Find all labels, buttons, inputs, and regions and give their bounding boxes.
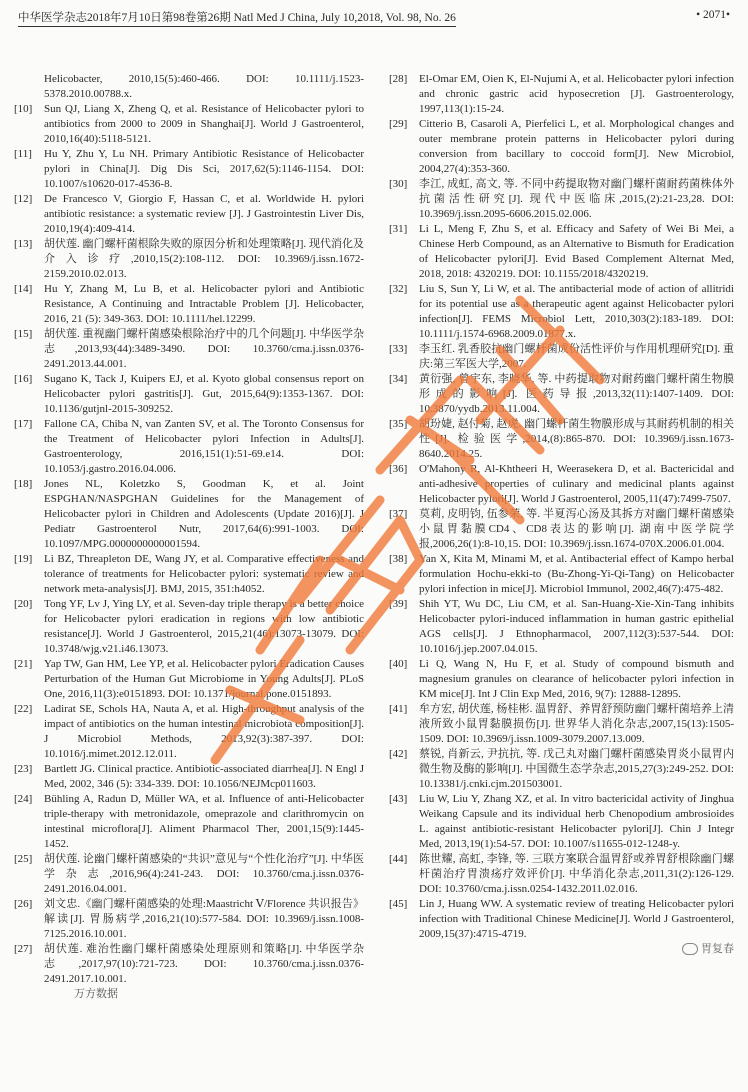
reference-item [14, 897, 364, 942]
reference-number: [43] [389, 793, 408, 805]
reference-text: 黄衍强, 曾宇东, 李晓华, 等. 中药提取物对耐药幽门螺杆菌生物膜形成的影响[J]. 医药导报,2013,32(11):1407-1409. DOI: 10.3870/yydb.2013.11.004. [419, 373, 734, 415]
reference-number: [39] [389, 598, 408, 610]
reference-number: [15] [14, 328, 33, 340]
reference-item [389, 372, 734, 417]
reference-text: Li BZ, Threapleton DE, Wang JY, et al. Comparative effectiveness and tolerance of treatments for Helicobacter pylori: systematic review and network meta-analysis[J]. BMJ, 2015, 351:h4052. [44, 553, 364, 595]
reference-text: Liu S, Sun Y, Li W, et al. The antibacterial mode of action of allitridi for its potential use as a therapeutic agent against Helicobacter pylori infection[J]. FEMS Microbiol Lett, 2010,303(2):183-189. DOI: 10.1111/j.1574-6968.2009.01877.x. [419, 283, 734, 340]
reference-text: Ladirat SE, Schols HA, Nauta A, et al. High-throughput analysis of the impact of antibiotics on the human intestinal microbiota composition[J]. J Microbiol Methods, 2013,92(3):387-397. DOI: 10.1016/j.mimet.2012.12.011. [44, 703, 364, 760]
reference-item [389, 462, 734, 507]
reference-number: [27] [14, 943, 33, 955]
reference-text: Sugano K, Tack J, Kuipers EJ, et al. Kyoto global consensus report on Helicobacter pylori gastritis[J]. Gut, 2015,64(9):1353-1367. DOI: 10.1136/gutjnl-2015-309252. [44, 373, 364, 415]
reference-number: [40] [389, 658, 408, 670]
reference-text: 牟方宏, 胡伏莲, 杨桂彬. 温胃舒、养胃舒预防幽门螺杆菌培养上清液所致小鼠胃黏膜损伤[J]. 世界华人消化杂志,2007,15(13):1505-1509. DOI: 10.3969/j.issn.1009-3079.2007.13.009. [419, 703, 734, 745]
reference-item [14, 282, 364, 327]
reference-item [389, 597, 734, 657]
reference-continuation: Helicobacter, 2010,15(5):460-466. DOI: 10.1111/j.1523-5378.2010.00788.x. [44, 73, 364, 100]
reference-item [389, 342, 734, 372]
reference-column-right [389, 72, 734, 956]
reference-number: [21] [14, 658, 33, 670]
reference-number: [37] [389, 508, 408, 520]
journal-citation-line: 中华医学杂志2018年7月10日第98卷第26期 Natl Med J China, July 10,2018, Vol. 98, No. 26 [18, 9, 456, 27]
reference-text: Fallone CA, Chiba N, van Zanten SV, et al. The Toronto Consensus for the Treatment of Helicobacter pylori Infection in Adults[J]. Gastroenterology, 2016,151(1):51-69.e14. DOI: 10.1053/j.gastro.2016.04.006. [44, 418, 364, 475]
reference-text: Li L, Meng F, Zhu S, et al. Efficacy and Safety of Wei Bi Mei, a Chinese Herb Compound, as an Alternative to Bismuth for Eradication of Helicobacter pylori[J]. Evid Based Complement Alternat Med, 2018, 2018: 4320219. DOI: 10.1155/2018/4320219. [419, 223, 734, 280]
reference-text: 李玉红. 乳香胶抗幽门螺杆菌成份活性评价与作用机理研究[D]. 重庆:第三军医大学,2007. [419, 343, 734, 370]
wechat-account-name: 胃复春 [701, 943, 734, 955]
reference-text: Shih YT, Wu DC, Liu CM, et al. San-Huang-Xie-Xin-Tang inhibits Helicobacter pylori-induced inflammation in human gastric epithelial AGS cells[J]. J Ethnopharmacol, 2007,112(3):537-544. DOI: 10.1016/j.jep.2007.04.015. [419, 598, 734, 655]
reference-text: 蔡锐, 肖新云, 尹抗抗, 等. 戊己丸对幽门螺杆菌感染胃炎小鼠胃内微生物及酶的影响[J]. 中国微生态学杂志,2015,27(3):249-252. DOI: 10.13381/j.cnki.cjm.201503001. [419, 748, 734, 790]
reference-item [389, 177, 734, 222]
reference-text: Citterio B, Casaroli A, Pierfelici L, et al. Morphological changes and outer membrane protein patterns in Helicobacter pylori during conversion from bacillary to coccoid form[J]. New Microbiol, 2004,27(4):353-360. [419, 118, 734, 175]
page-number: • 2071• [696, 9, 730, 21]
reference-text: Li Q, Wang N, Hu F, et al. Study of compound bismuth and magnesium granules on clearance of helicobacter pylori infection in KM mice[J]. Int J Clin Exp Med, 2016, 9(7): 12888-12895. [419, 658, 734, 700]
reference-number: [31] [389, 223, 408, 235]
wechat-account-mark [389, 942, 734, 956]
reference-number: [14] [14, 283, 33, 295]
reference-item [389, 507, 734, 552]
reference-number: [10] [14, 103, 33, 115]
reference-item [389, 657, 734, 702]
reference-text: O'Mahony R, Al-Khtheeri H, Weerasekera D, et al. Bactericidal and anti-adhesive properties of culinary and medicinal plants against Helicobacter pylori[J]. World J Gastroenterol, 2005,11(47):7499-7507. [419, 463, 734, 505]
reference-text: 胡玢婕, 赵付菊, 赵虎. 幽门螺杆菌生物膜形成与其耐药机制的相关性[J]. 检验医学,2014,(8):865-870. DOI: 10.3969/j.issn.1673-8640.2014.25. [419, 418, 734, 460]
reference-item [14, 762, 364, 792]
reference-number: [13] [14, 238, 33, 250]
reference-number: [26] [14, 898, 33, 910]
reference-text: De Francesco V, Giorgio F, Hassan C, et al. Worldwide H. pylori antibiotic resistance: a systematic review [J]. J Gastrointestin Liver Dis, 2010,19(4):409-414. [44, 193, 364, 235]
wanfang-data-mark: 万方数据 [74, 988, 118, 1000]
reference-text: Yap TW, Gan HM, Lee YP, et al. Helicobacter pylori Eradication Causes Perturbation of the Human Gut Microbiome in Young Adults[J]. PLoS One, 2016,11(3):e0151893. DOI: 10.1371/journal.pone.0151893. [44, 658, 364, 700]
reference-text: 胡伏莲. 难治性幽门螺杆菌感染处理原则和策略[J]. 中华医学杂志,2017,97(10):721-723. DOI: 10.3760/cma.j.issn.0376-2491.2017.10.001. [44, 943, 364, 985]
reference-item [14, 327, 364, 372]
reference-number: [45] [389, 898, 408, 910]
reference-number: [22] [14, 703, 33, 715]
reference-item [389, 282, 734, 342]
reference-item [389, 552, 734, 597]
reference-text: 李江, 成虹, 高文, 等. 不同中药提取物对幽门螺杆菌耐药菌株体外抗菌活性研究[J]. 现代中医临床,2015,(2):21-23,28. DOI: 10.3969/j.issn.2095-6606.2015.02.006. [419, 178, 734, 220]
reference-text: Bartlett JG. Clinical practice. Antibiotic-associated diarrhea[J]. N Engl J Med, 2002, 346 (5): 334-339. DOI: 10.1056/NEJMcp011603. [44, 763, 364, 790]
reference-item [14, 852, 364, 897]
reference-number: [44] [389, 853, 408, 865]
reference-text: 胡伏莲. 论幽门螺杆菌感染的“共识”意见与“个性化治疗”[J]. 中华医学杂志,2016,96(4):241-243. DOI: 10.3760/cma.j.issn.0376-2491.2016.04.001. [44, 853, 364, 895]
reference-number: [19] [14, 553, 33, 565]
reference-number: [17] [14, 418, 33, 430]
reference-text: 胡伏莲. 幽门螺杆菌根除失败的原因分析和处理策略[J]. 现代消化及介入诊疗,2010,15(2):108-112. DOI: 10.3969/j.issn.1672-2159.2010.02.013. [44, 238, 364, 280]
reference-number: [32] [389, 283, 408, 295]
reference-item [14, 597, 364, 657]
reference-item [389, 222, 734, 282]
reference-item [14, 552, 364, 597]
reference-item [389, 852, 734, 897]
reference-item [389, 747, 734, 792]
reference-text: Bühling A, Radun D, Müller WA, et al. Influence of anti-Helicobacter triple-therapy with metronidazole, omeprazole and clarithromycin on intestinal microflora[J]. Aliment Pharmacol Ther, 2001,15(9):1445-1452. [44, 793, 364, 850]
reference-item [389, 417, 734, 462]
wechat-icon [682, 943, 698, 955]
reference-number: [34] [389, 373, 408, 385]
reference-number: [35] [389, 418, 408, 430]
reference-item [14, 192, 364, 237]
reference-item [14, 702, 364, 762]
reference-number: [36] [389, 463, 408, 475]
reference-number: [18] [14, 478, 33, 490]
reference-text: Hu Y, Zhang M, Lu B, et al. Helicobacter pylori and Antibiotic Resistance, A Continuing and Intractable Problem [J]. Helicobacter, 2016, 21 (5): 349-363. DOI: 10.1111/hel.12299. [44, 283, 364, 325]
reference-item [14, 372, 364, 417]
reference-text: Sun QJ, Liang X, Zheng Q, et al. Resistance of Helicobacter pylori to antibiotics from 2000 to 2009 in Shanghai[J]. World J Gastroenterol, 2010,16(40):5118-5121. [44, 103, 364, 145]
reference-item [14, 417, 364, 477]
reference-item [14, 102, 364, 147]
reference-item [14, 477, 364, 552]
reference-text: Tong YF, Lv J, Ying LY, et al. Seven-day triple therapy is a better choice for Helicobacter pylori eradication in regions with low antibiotic resistance[J]. World J Gastroenterol, 2015,21(46):13073-13079. DOI: 10.3748/wjg.v21.i46.13073. [44, 598, 364, 655]
reference-number: [28] [389, 73, 408, 85]
reference-column-left [14, 72, 364, 1001]
reference-text: 刘文忠.《幽门螺杆菌感染的处理:Maastricht Ⅴ/Florence 共识报告》解读[J]. 胃肠病学,2016,21(10):577-584. DOI: 10.3969/j.issn.1008-7125.2016.10.001. [44, 898, 364, 940]
reference-number: [30] [389, 178, 408, 190]
reference-item [389, 702, 734, 747]
reference-text: Jones NL, Koletzko S, Goodman K, et al. Joint ESPGHAN/NASPGHAN Guidelines for the Management of Helicobacter pylori in Children and Adolescents (Update 2016)[J]. J Pediatr Gastroenterol Nutr, 2017,64(6):991-1003. DOI: 10.1097/MPG.0000000000001594. [44, 478, 364, 550]
reference-text: Lin J, Huang WW. A systematic review of treating Helicobacter pylori infection with Traditional Chinese Medicine[J]. World J Gastroenterol, 2009,15(37):4715-4719. [419, 898, 734, 940]
reference-number: [12] [14, 193, 33, 205]
reference-text: 胡伏莲. 重视幽门螺杆菌感染根除治疗中的几个问题[J]. 中华医学杂志,2013,93(44):3489-3490. DOI: 10.3760/cma.j.issn.0376-2491.2013.44.001. [44, 328, 364, 370]
reference-item [389, 117, 734, 177]
reference-number: [38] [389, 553, 408, 565]
reference-item [14, 942, 364, 987]
reference-number: [24] [14, 793, 33, 805]
reference-text: Liu W, Liu Y, Zhang XZ, et al. In vitro bactericidal activity of Jinghua Weikang Capsule and its individual herb Chenopodium ambrosioides L. against antibiotic-resistant Helicobacter pylori[J]. Chin J Integr Med, 2013,19(1):54-57. DOI: 10.1007/s11655-012-1248-y. [419, 793, 734, 850]
reference-item [14, 792, 364, 852]
reference-number: [42] [389, 748, 408, 760]
reference-number: [33] [389, 343, 408, 355]
running-header [18, 6, 730, 26]
reference-number: [20] [14, 598, 33, 610]
reference-number: [16] [14, 373, 33, 385]
reference-number: [25] [14, 853, 33, 865]
reference-item [14, 237, 364, 282]
reference-text: Yan X, Kita M, Minami M, et al. Antibacterial effect of Kampo herbal formulation Hochu-ekki-to (Bu-Zhong-Yi-Qi-Tang) on Helicobacter pylori infection in mice[J]. Microbiol Immunol, 2002,46(7):475-482. [419, 553, 734, 595]
reference-number: [23] [14, 763, 33, 775]
reference-item [14, 657, 364, 702]
reference-text: El-Omar EM, Oien K, El-Nujumi A, et al. Helicobacter pylori infection and chronic gastric acid hyposecretion [J]. Gastroenterology, 1997,113(1):15-24. [419, 73, 734, 115]
reference-item [14, 147, 364, 192]
reference-item [389, 897, 734, 942]
reference-text: 莫莉, 皮明钧, 伍参荣, 等. 半夏泻心汤及其拆方对幽门螺杆菌感染小鼠胃黏膜CD4、CD8表达的影响[J]. 湖南中医学院学报,2006,26(1):8-10,15. DOI: 10.3969/j.issn.1674-070X.2006.01.004. [419, 508, 734, 550]
reference-number: [41] [389, 703, 408, 715]
reference-item [389, 792, 734, 852]
reference-text: 陈世耀, 高虹, 李锋, 等. 三联方案联合温胃舒或养胃舒根除幽门螺杆菌治疗胃溃疡疗效评价[J]. 中华消化杂志,2011,31(2):126-129. DOI: 10.3760/cma.j.issn.0254-1432.2011.02.016. [419, 853, 734, 895]
reference-item [389, 72, 734, 117]
reference-number: [29] [389, 118, 408, 130]
reference-number: [11] [14, 148, 32, 160]
reference-text: Hu Y, Zhu Y, Lu NH. Primary Antibiotic Resistance of Helicobacter pylori in China[J]. Dig Dis Sci, 2017,62(5):1146-1154. DOI: 10.1007/s10620-017-4536-8. [44, 148, 364, 190]
